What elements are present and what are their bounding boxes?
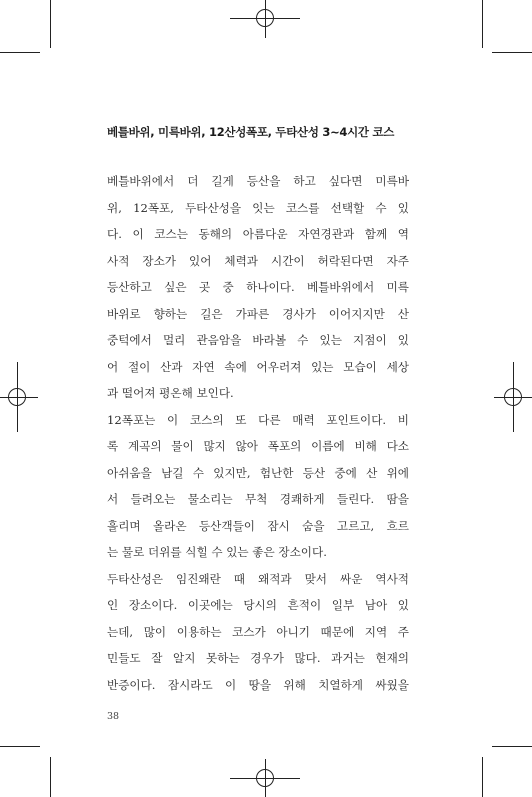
crop-mark-bl-h xyxy=(0,746,40,747)
text-line: 록 계곡의 물이 많지 않아 폭포의 이름에 비해 다소 xyxy=(107,439,409,453)
crop-mark-br-v xyxy=(482,757,483,797)
crop-mark-tr-h xyxy=(492,52,532,53)
text-line: 어 절이 산과 자연 속에 어우러져 있는 모습이 세상 xyxy=(107,359,409,374)
body-text xyxy=(107,168,409,698)
text-line: 민들도 잘 알지 못하는 경우가 많다. 과거는 현재의 xyxy=(107,651,409,665)
text-line: 중턱에서 멀리 관음암을 바라볼 수 있는 지점이 있 xyxy=(107,333,409,347)
text-line: 반증이다. 잠시라도 이 땅을 위해 치열하게 싸웠을 xyxy=(107,677,409,692)
text-line: 는 물로 더위를 식힐 수 있는 좋은 장소이다. xyxy=(107,545,327,559)
text-line: 과 떨어져 평온해 보인다. xyxy=(107,386,234,400)
text-line: 는데, 많이 이용하는 코스가 아니기 때문에 지역 주 xyxy=(107,624,409,639)
text-line: 인 장소이다. 이곳에는 당시의 흔적이 일부 남아 있 xyxy=(107,598,409,612)
crop-mark-tl-v xyxy=(50,0,51,48)
text-line: 흘리며 올라온 등산객들이 잠시 숨을 고르고, 흐르 xyxy=(107,518,409,533)
text-line: 사적 장소가 있어 체력과 시간이 허락된다면 자주 xyxy=(107,253,409,268)
crop-mark-tr-v xyxy=(482,0,483,48)
text-line: 다. 이 코스는 동해의 아름다운 자연경관과 함께 역 xyxy=(107,227,409,241)
text-line: 위, 12폭포, 두타산성을 잇는 코스를 선택할 수 있 xyxy=(107,200,409,215)
crop-mark-br-h xyxy=(492,746,532,747)
page-number: 38 xyxy=(107,711,120,722)
text-line: 두타산성은 임진왜란 때 왜적과 맞서 싸운 역사적 xyxy=(107,571,409,586)
paragraph xyxy=(107,407,409,566)
text-line: 아쉬움을 남길 수 있지만, 험난한 등산 중에 산 위에 xyxy=(107,465,409,480)
text-line: 바위로 향하는 길은 가파른 경사가 이어지지만 산 xyxy=(107,306,409,321)
paragraph xyxy=(107,168,409,407)
text-line: 12폭포는 이 코스의 또 다른 매력 포인트이다. 비 xyxy=(107,412,409,427)
crop-mark-tl-h xyxy=(0,52,40,53)
text-line: 등산하고 싶은 곳 중 하나이다. 베틀바위에서 미륵 xyxy=(107,280,409,294)
text-line: 베틀바위에서 더 길게 등산을 하고 싶다면 미륵바 xyxy=(107,174,409,188)
paragraph xyxy=(107,566,409,699)
section-heading: 베틀바위, 미륵바위, 12산성폭포, 두타산성 3~4시간 코스 xyxy=(107,125,395,139)
text-line: 서 들려오는 물소리는 무척 경쾌하게 들린다. 땀을 xyxy=(107,492,409,506)
crop-mark-bl-v xyxy=(50,757,51,797)
